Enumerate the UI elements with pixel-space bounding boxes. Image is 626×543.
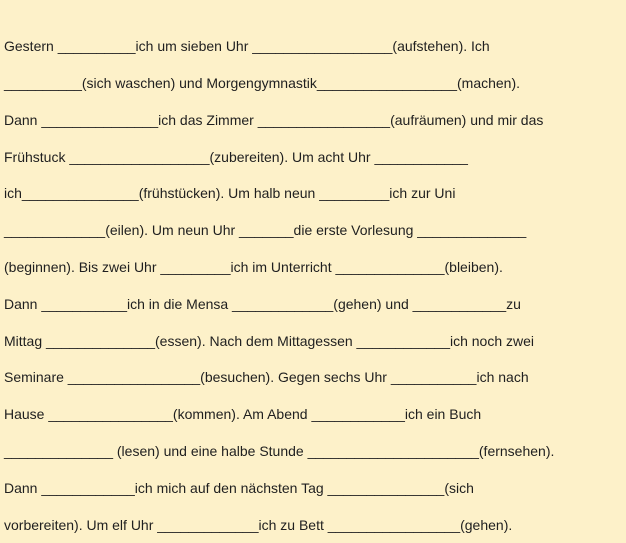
exercise-line-4: Frühstuck __________________(zubereiten). Um acht Uhr ____________ — [4, 149, 468, 165]
exercise-line-5: ich_______________(frühstücken). Um halb neun _________ich zur Uni — [4, 185, 456, 201]
exercise-line-14: vorbereiten). Um elf Uhr _____________ich zu Bett _________________(gehen). — [4, 517, 513, 533]
exercise-line-6: _____________(eilen). Um neun Uhr _______die erste Vorlesung ______________ — [4, 222, 527, 238]
exercise-line-7: (beginnen). Bis zwei Uhr _________ich im Unterricht ______________(bleiben). — [4, 259, 503, 275]
exercise-line-11: Hause ________________(kommen). Am Abend ____________ich ein Buch — [4, 406, 482, 422]
exercise-line-13: Dann ____________ich mich auf den nächsten Tag _______________(sich — [4, 480, 474, 496]
exercise-line-10: Seminare _________________(besuchen). Gegen sechs Uhr ___________ich nach — [4, 369, 529, 385]
exercise-line-12: ______________ (lesen) und eine halbe Stunde ______________________(fernsehen). — [4, 443, 555, 459]
exercise-line-9: Mittag ______________(essen). Nach dem Mittagessen ____________ich noch zwei — [4, 333, 535, 349]
exercise-line-2: __________(sich waschen) und Morgengymnastik__________________(machen). — [4, 75, 521, 91]
exercise-line-1: Gestern __________ich um sieben Uhr __________________(aufstehen). Ich — [4, 38, 490, 54]
exercise-line-3: Dann _______________ich das Zimmer _________________(aufräumen) und mir das — [4, 112, 544, 128]
exercise-line-8: Dann ___________ich in die Mensa _____________(gehen) und ____________zu — [4, 296, 521, 312]
